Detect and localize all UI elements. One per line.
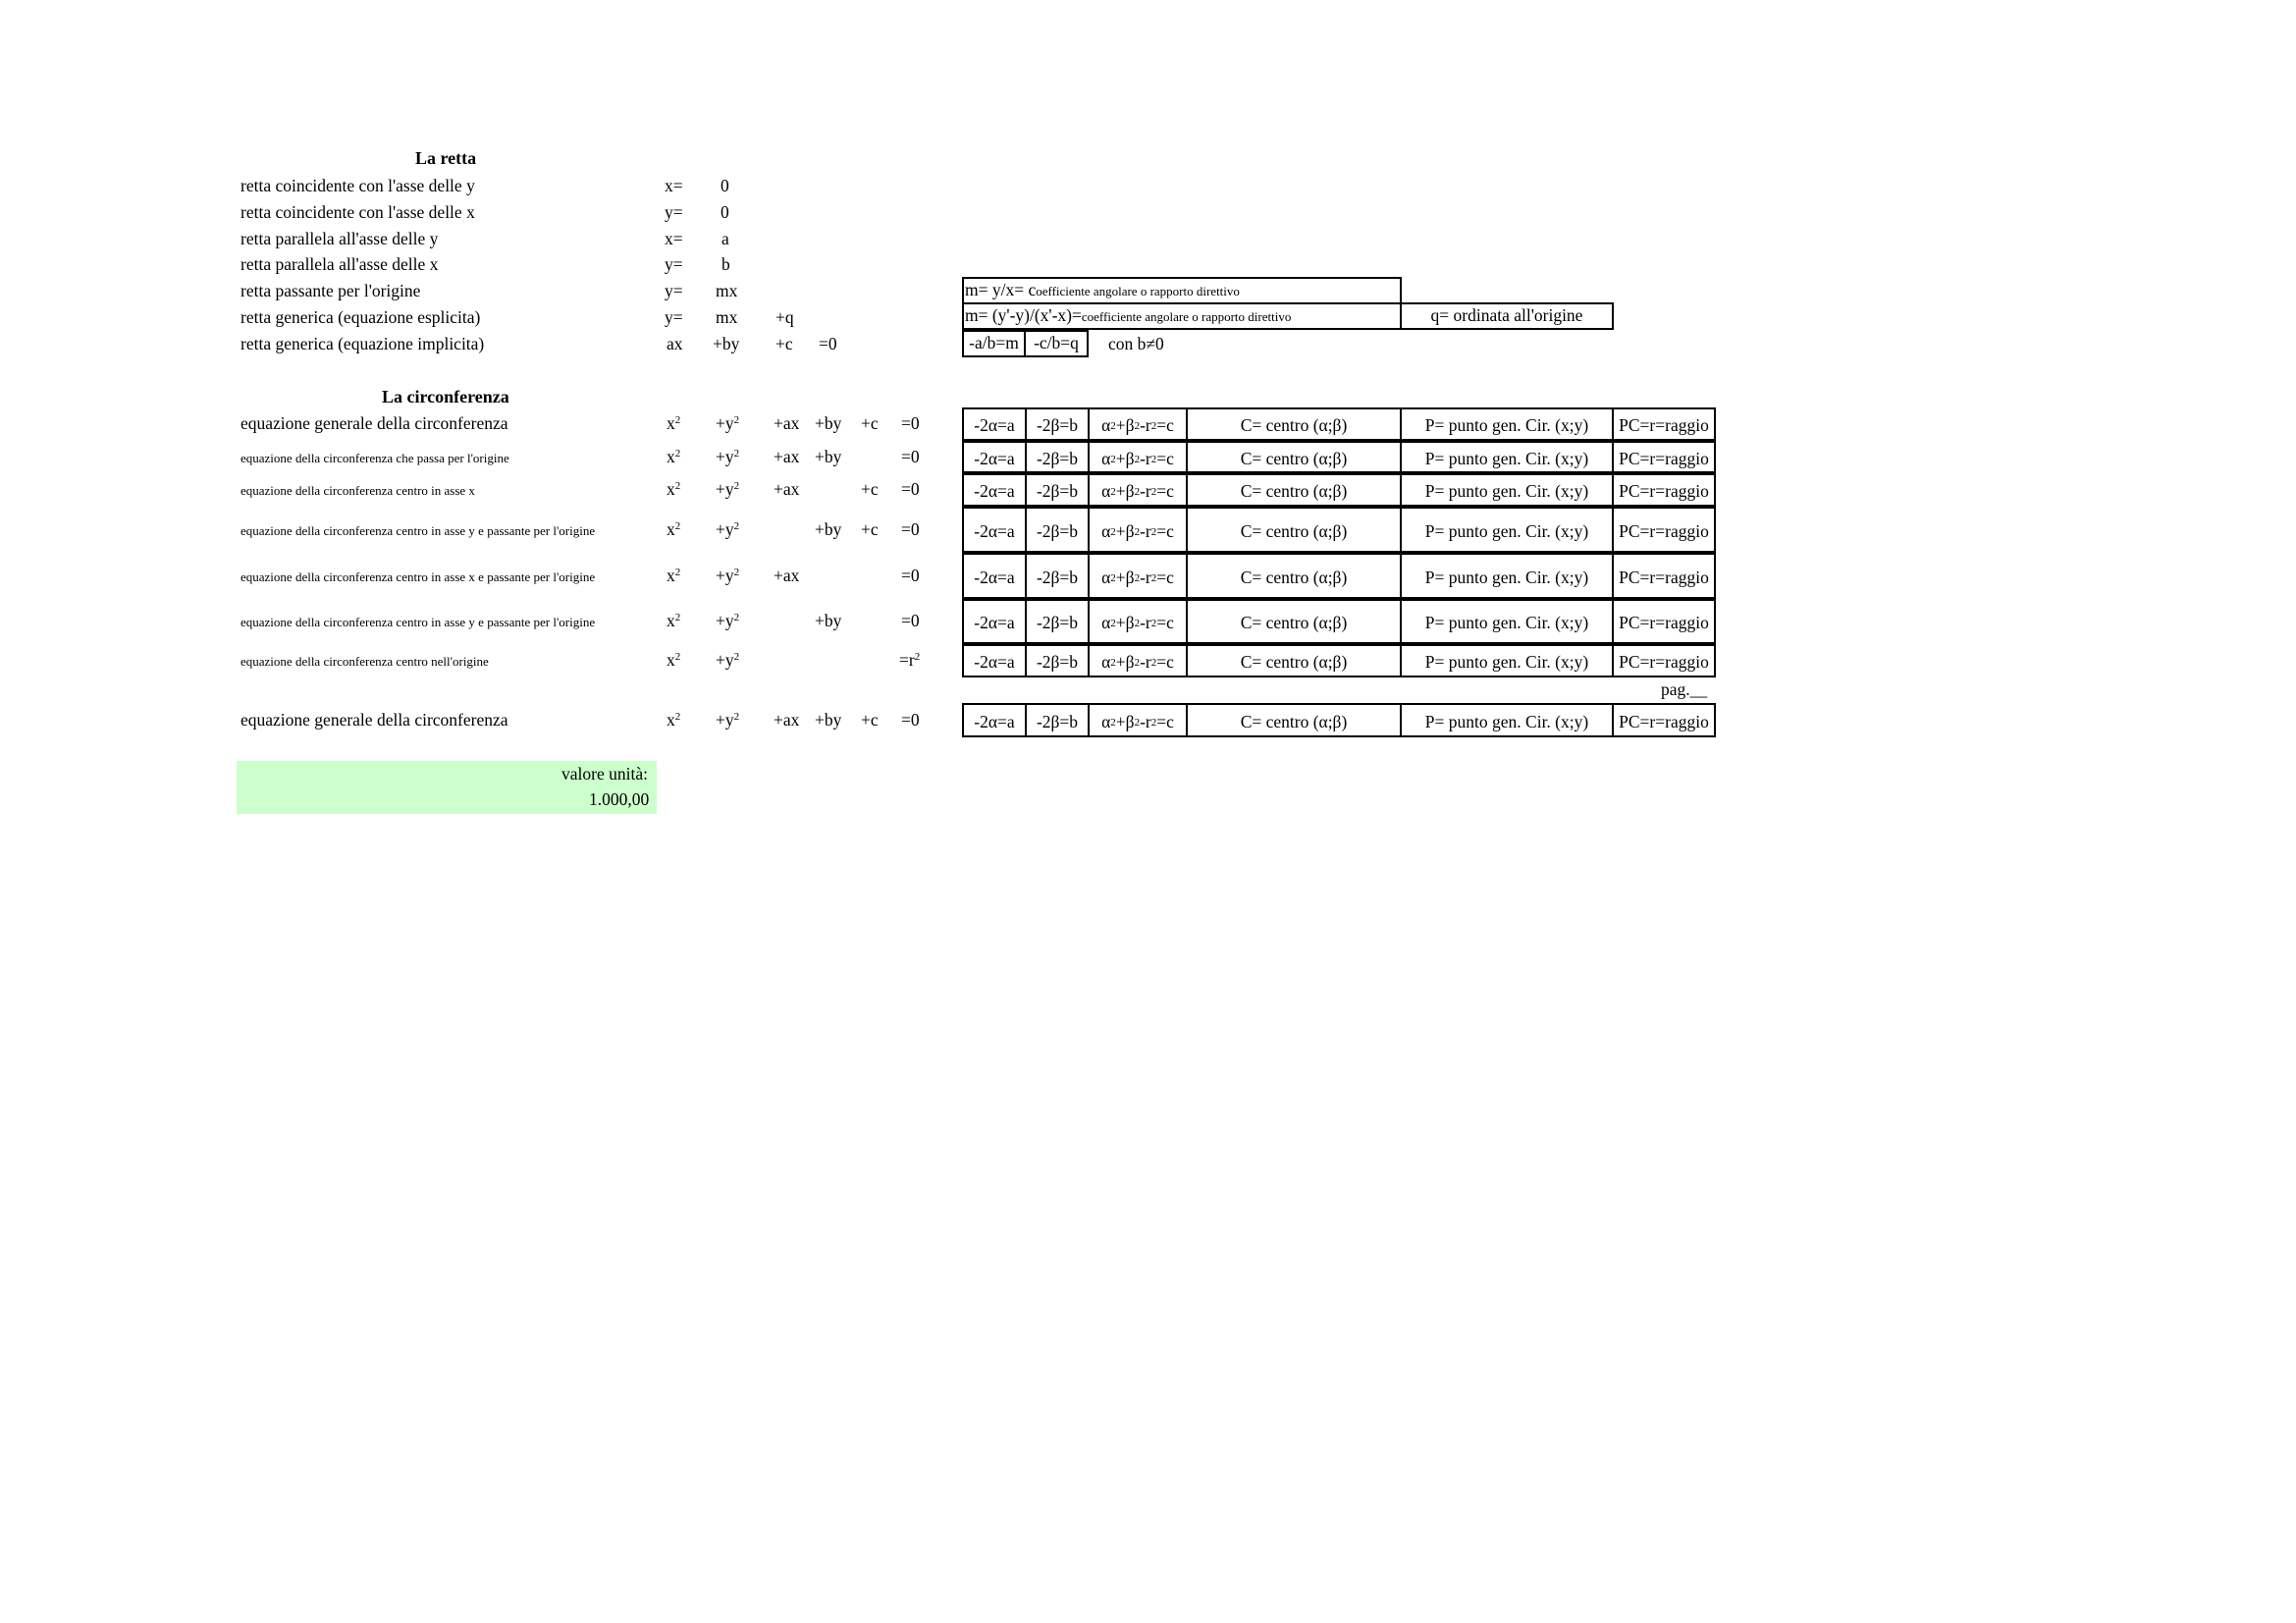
alpha-base: α [1101, 520, 1111, 541]
y-base: +y [716, 519, 734, 539]
retta-cell: x= [665, 229, 683, 248]
circ-text-cterm: α 2 +β 2 -r 2 =c [1101, 652, 1174, 673]
retta-cell: 0 [721, 176, 729, 195]
retta-cell: +q [775, 307, 794, 327]
circ-text-radius: PC=r=raggio [1619, 567, 1709, 587]
y-base: +y [716, 413, 734, 433]
valore-label: valore unità: [561, 764, 648, 784]
x-base: x [667, 650, 675, 670]
ax-term: +ax [774, 566, 800, 585]
retta-cell: a [721, 229, 729, 248]
beta-base: +β [1115, 711, 1135, 731]
ax-term: +ax [774, 479, 800, 499]
by-term: +by [815, 710, 842, 730]
retta-row-label: retta parallela all'asse delle y [240, 229, 439, 248]
equals-term: =0 [901, 566, 920, 585]
y-squared-term [716, 712, 739, 730]
equals-c: =c [1156, 567, 1174, 587]
equals-term: =0 [901, 519, 920, 539]
y-squared-term [716, 613, 739, 630]
circ-text-radius: PC=r=raggio [1619, 613, 1709, 633]
circ-text-center: C= centro (α;β) [1240, 652, 1348, 673]
circ-text-beta: -2β=b [1036, 481, 1079, 502]
retta-cell: +c [775, 334, 793, 353]
y-squared-term [716, 568, 739, 585]
retta-cell: mx [716, 307, 738, 327]
circ-text-alpha: -2α=a [974, 415, 1015, 436]
equals-term: =0 [901, 413, 920, 433]
y-base: +y [716, 479, 734, 499]
exponent: 2 [674, 447, 681, 460]
exponent: 2 [914, 650, 921, 663]
r-base: -r [1140, 520, 1151, 541]
retta-row-label: retta coincidente con l'asse delle x [240, 202, 475, 222]
beta-base: +β [1115, 652, 1135, 673]
exponent: 2 [733, 519, 740, 532]
q-def-text: q= ordinata all'origine [1430, 305, 1583, 326]
circ-text-radius: PC=r=raggio [1619, 711, 1709, 731]
alpha-base: α [1101, 711, 1111, 731]
valore-value: 1.000,00 [589, 789, 650, 809]
x-squared-term [667, 652, 680, 670]
circ-text-alpha: -2α=a [974, 567, 1015, 587]
ax-term: +ax [774, 710, 800, 730]
circ-text-radius: PC=r=raggio [1619, 481, 1709, 502]
circ-text-cterm: α 2 +β 2 -r 2 =c [1101, 520, 1174, 541]
y-base: +y [716, 447, 734, 466]
alpha-base: α [1101, 448, 1111, 468]
beta-base: +β [1115, 415, 1135, 436]
circ-text-center: C= centro (α;β) [1240, 567, 1348, 587]
alpha-base: α [1101, 481, 1111, 502]
x-base: x [667, 447, 675, 466]
exponent: 2 [733, 566, 740, 578]
circ-text-point: P= punto gen. Cir. (x;y) [1424, 567, 1589, 587]
retta-cell: mx [716, 281, 738, 300]
exponent: 2 [674, 413, 681, 426]
circ-text-beta: -2β=b [1036, 567, 1079, 587]
r-base: =r [899, 650, 915, 670]
m-diff-note: coefficiente angolare o rapporto direttivo [1081, 308, 1292, 324]
circonferenza-row-label: equazione generale della circonferenza [240, 413, 508, 433]
x-squared-term [667, 712, 680, 730]
retta-cell: y= [665, 281, 683, 300]
retta-cell: x= [665, 176, 683, 195]
r-base: -r [1140, 567, 1151, 587]
by-term: +by [815, 413, 842, 433]
x-base: x [667, 611, 675, 630]
circ-text-center: C= centro (α;β) [1240, 415, 1348, 436]
circ-text-point: P= punto gen. Cir. (x;y) [1424, 520, 1589, 541]
equals-c: =c [1156, 448, 1174, 468]
exponent: 2 [674, 479, 681, 492]
circ-text-alpha: -2α=a [974, 711, 1015, 731]
retta-cell: y= [665, 254, 683, 274]
equals-term: =0 [901, 611, 920, 630]
condition-text: con b≠0 [1108, 334, 1164, 353]
circ-text-point: P= punto gen. Cir. (x;y) [1424, 613, 1589, 633]
equals-c: =c [1156, 613, 1174, 633]
circ-text-radius: PC=r=raggio [1619, 415, 1709, 436]
circonferenza-title: La circonferenza [382, 387, 509, 406]
circ-text-alpha: -2α=a [974, 448, 1015, 468]
retta-cell: =0 [819, 334, 837, 353]
retta-cell: +by [713, 334, 740, 353]
circonferenza-row-label: equazione generale della circonferenza [240, 710, 508, 730]
by-term: +by [815, 611, 842, 630]
circ-text-center: C= centro (α;β) [1240, 613, 1348, 633]
circ-text-beta: -2β=b [1036, 448, 1079, 468]
y-squared-term [716, 652, 739, 670]
x-base: x [667, 479, 675, 499]
ax-term: +ax [774, 447, 800, 466]
circ-text-alpha: -2α=a [974, 520, 1015, 541]
circ-text-point: P= punto gen. Cir. (x;y) [1424, 448, 1589, 468]
exponent: 2 [733, 710, 740, 723]
circonferenza-row-label: equazione della circonferenza centro in asse x e passante per l'origine [240, 569, 596, 584]
beta-base: +β [1115, 520, 1135, 541]
alpha-base: α [1101, 613, 1111, 633]
x-base: x [667, 519, 675, 539]
exponent: 2 [733, 650, 740, 663]
exponent: 2 [674, 650, 681, 663]
y-squared-term [716, 449, 739, 466]
beta-base: +β [1115, 448, 1135, 468]
exponent: 2 [674, 611, 681, 623]
circonferenza-row-label: equazione della circonferenza centro in asse y e passante per l'origine [240, 615, 596, 629]
y-base: +y [716, 650, 734, 670]
c-term: +c [861, 413, 879, 433]
y-squared-term [716, 521, 739, 539]
circ-text-beta: -2β=b [1036, 415, 1079, 436]
circ-text-alpha: -2α=a [974, 481, 1015, 502]
exponent: 2 [733, 479, 740, 492]
circ-text-point: P= punto gen. Cir. (x;y) [1424, 481, 1589, 502]
circ-text-radius: PC=r=raggio [1619, 652, 1709, 673]
retta-row-label: retta passante per l'origine [240, 281, 421, 300]
circ-text-center: C= centro (α;β) [1240, 481, 1348, 502]
x-squared-term [667, 449, 680, 466]
circ-text-beta: -2β=b [1036, 711, 1079, 731]
circ-text-cterm: α 2 +β 2 -r 2 =c [1101, 567, 1174, 587]
circ-text-beta: -2β=b [1036, 652, 1079, 673]
circ-text-beta: -2β=b [1036, 520, 1079, 541]
circ-text-alpha: -2α=a [974, 652, 1015, 673]
x-squared-term [667, 521, 680, 539]
r-base: -r [1140, 652, 1151, 673]
retta-cell: y= [665, 202, 683, 222]
circ-text-cterm: α 2 +β 2 -r 2 =c [1101, 481, 1174, 502]
equals-c: =c [1156, 711, 1174, 731]
c-term: +c [861, 519, 879, 539]
x-squared-term [667, 613, 680, 630]
y-squared-term [716, 481, 739, 499]
retta-cell: y= [665, 307, 683, 327]
r-base: -r [1140, 415, 1151, 436]
m-ratio-text [962, 277, 1405, 304]
exponent: 2 [733, 447, 740, 460]
circ-text-radius: PC=r=raggio [1619, 448, 1709, 468]
x-base: x [667, 566, 675, 585]
m-ratio-note: oefficiente angolare o rapporto direttivo [1036, 283, 1240, 298]
circonferenza-row-label: equazione della circonferenza centro nell'origine [240, 654, 489, 669]
ax-term: +ax [774, 413, 800, 433]
r-base: -r [1140, 481, 1151, 502]
m-diff-main: m= (y'-y)/(x'-x)= [965, 305, 1082, 326]
y-base: +y [716, 710, 734, 730]
by-term: +by [815, 447, 842, 466]
equals-term: =0 [901, 710, 920, 730]
m-diff-text [962, 302, 1405, 330]
circonferenza-row-label: equazione della circonferenza centro in asse x [240, 483, 475, 498]
exponent: 2 [674, 710, 681, 723]
alpha-base: α [1101, 652, 1111, 673]
circ-text-cterm: α 2 +β 2 -r 2 =c [1101, 711, 1174, 731]
circ-text-cterm: α 2 +β 2 -r 2 =c [1101, 415, 1174, 436]
circ-text-center: C= centro (α;β) [1240, 448, 1348, 468]
y-base: +y [716, 566, 734, 585]
circ-text-center: C= centro (α;β) [1240, 520, 1348, 541]
x-squared-term [667, 481, 680, 499]
page-marker: pag.__ [1661, 679, 1708, 699]
x-squared-term [667, 568, 680, 585]
circonferenza-row-label: equazione della circonferenza che passa per l'origine [240, 451, 509, 465]
retta-row-label: retta parallela all'asse delle x [240, 254, 439, 274]
r-base: -r [1140, 613, 1151, 633]
circ-text-cterm: α 2 +β 2 -r 2 =c [1101, 613, 1174, 633]
beta-base: +β [1115, 613, 1135, 633]
circ-text-point: P= punto gen. Cir. (x;y) [1424, 415, 1589, 436]
c-term: +c [861, 479, 879, 499]
exponent: 2 [674, 566, 681, 578]
retta-row-label: retta coincidente con l'asse delle y [240, 176, 475, 195]
alpha-base: α [1101, 415, 1111, 436]
m-implicit-text: -a/b=m [969, 333, 1019, 353]
exponent: 2 [674, 519, 681, 532]
x-base: x [667, 710, 675, 730]
r-base: -r [1140, 711, 1151, 731]
retta-cell: b [721, 254, 730, 274]
y-squared-term [716, 415, 739, 433]
q-implicit-text: -c/b=q [1034, 333, 1079, 353]
retta-cell: ax [667, 334, 683, 353]
retta-cell: 0 [721, 202, 729, 222]
beta-base: +β [1115, 481, 1135, 502]
circ-text-point: P= punto gen. Cir. (x;y) [1424, 652, 1589, 673]
equals-c: =c [1156, 652, 1174, 673]
equals-term [899, 652, 920, 670]
x-base: x [667, 413, 675, 433]
equals-term: =0 [901, 447, 920, 466]
c-term: +c [861, 710, 879, 730]
m-ratio-main: m= y/x= c [965, 280, 1037, 300]
circ-text-radius: PC=r=raggio [1619, 520, 1709, 541]
x-squared-term [667, 415, 680, 433]
circonferenza-row-label: equazione della circonferenza centro in asse y e passante per l'origine [240, 523, 596, 538]
alpha-base: α [1101, 567, 1111, 587]
by-term: +by [815, 519, 842, 539]
retta-row-label: retta generica (equazione implicita) [240, 334, 485, 353]
circ-text-point: P= punto gen. Cir. (x;y) [1424, 711, 1589, 731]
exponent: 2 [733, 413, 740, 426]
equals-c: =c [1156, 520, 1174, 541]
equals-term: =0 [901, 479, 920, 499]
circ-text-center: C= centro (α;β) [1240, 711, 1348, 731]
circ-text-alpha: -2α=a [974, 613, 1015, 633]
retta-row-label: retta generica (equazione esplicita) [240, 307, 481, 327]
retta-title: La retta [415, 148, 477, 168]
equals-c: =c [1156, 481, 1174, 502]
r-base: -r [1140, 448, 1151, 468]
equals-c: =c [1156, 415, 1174, 436]
circ-text-cterm: α 2 +β 2 -r 2 =c [1101, 448, 1174, 468]
beta-base: +β [1115, 567, 1135, 587]
y-base: +y [716, 611, 734, 630]
exponent: 2 [733, 611, 740, 623]
circ-text-beta: -2β=b [1036, 613, 1079, 633]
